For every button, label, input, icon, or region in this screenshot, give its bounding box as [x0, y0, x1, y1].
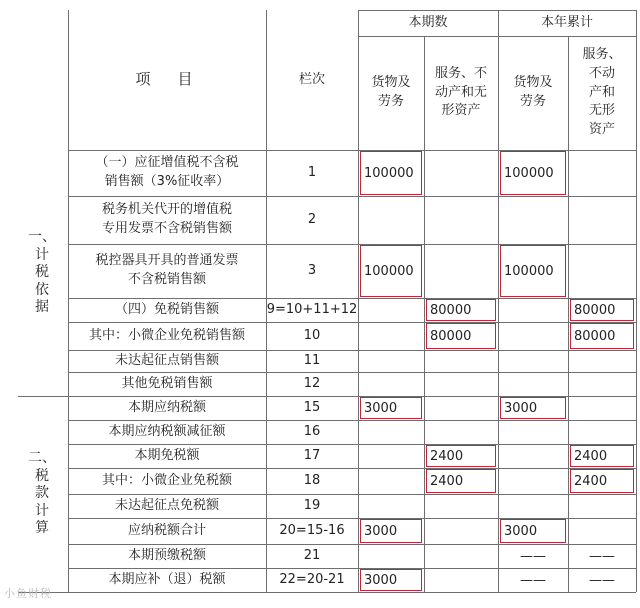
header-services-ytd: 服务、 不动 产和 无形 资产 [582, 46, 622, 138]
header-year-to-date: 本年累计 [540, 14, 593, 30]
row-item-label: （一）应征增值税不含税 销售额（3%征收率） [95, 155, 239, 189]
row-line-no: 11 [303, 352, 321, 368]
services-ytd-value [568, 396, 636, 420]
row-line-no: 19 [303, 497, 321, 513]
goods-ytd-value: 100000 [504, 263, 554, 279]
highlight-box [360, 569, 422, 591]
goods-current-value [358, 468, 424, 494]
highlight-box [570, 469, 634, 493]
highlight-box [426, 323, 496, 349]
row-line-no: 22=20-21 [279, 571, 345, 587]
header-goods-ytd: 货物及 劳务 [513, 75, 553, 109]
services-ytd-value [568, 350, 636, 372]
section-label-calc: 二、 税 款 计 算 [28, 450, 56, 537]
header-services-current: 服务、不 动产和无 形资产 [434, 65, 487, 119]
grid-line [568, 36, 569, 592]
grid-line [68, 244, 636, 245]
goods-current-value [358, 494, 424, 518]
highlight-box [360, 151, 422, 195]
highlight-box [426, 299, 496, 321]
goods-ytd-value: —— [520, 572, 546, 588]
grid-line [636, 10, 637, 592]
highlight-box [570, 445, 634, 467]
row-line-no: 3 [307, 262, 317, 278]
row-item-label: 税控器具开具的普通发票 不含税销售额 [95, 253, 239, 287]
grid-line [358, 10, 359, 592]
goods-ytd-value [498, 494, 568, 518]
highlight-box [360, 519, 422, 543]
grid-line [358, 10, 636, 11]
grid-line [68, 544, 636, 545]
row-item-label: 本期应补（退）税额 [108, 571, 226, 587]
goods-ytd-value [498, 196, 568, 244]
highlight-box [570, 323, 634, 349]
goods-ytd-value [498, 372, 568, 396]
goods-current-value [358, 322, 424, 350]
goods-ytd-value [498, 420, 568, 444]
services-ytd-value: 2400 [574, 448, 608, 464]
grid-line [68, 468, 636, 469]
watermark: 小鱼财税 [4, 587, 52, 600]
grid-line [68, 298, 636, 299]
row-line-no: 21 [303, 547, 321, 563]
grid-line [68, 494, 636, 495]
highlight-box [570, 299, 634, 321]
highlight-box [500, 397, 566, 419]
grid-line [68, 196, 636, 197]
row-line-no: 20=15-16 [279, 522, 345, 538]
goods-ytd-value [498, 468, 568, 494]
grid-line [68, 568, 636, 569]
goods-ytd-value [498, 444, 568, 468]
row-line-no: 15 [303, 399, 321, 415]
grid-line [68, 350, 636, 351]
goods-current-value [358, 372, 424, 396]
services-current-value: 2400 [430, 473, 464, 489]
highlight-box [500, 245, 566, 297]
goods-ytd-value: 3000 [504, 400, 538, 416]
services-ytd-value: —— [589, 548, 615, 564]
row-item-label: 本期应纳税额 [127, 399, 206, 415]
row-item-label: 未达起征点免税额 [114, 497, 219, 513]
services-current-value [424, 544, 498, 568]
goods-ytd-value [498, 298, 568, 322]
services-ytd-value: 2400 [574, 473, 608, 489]
header-goods-current: 货物及 劳务 [371, 75, 411, 109]
header-current-period: 本期数 [408, 14, 448, 30]
goods-current-value: 3000 [364, 400, 398, 416]
row-item-label: 本期应纳税额减征额 [108, 423, 226, 439]
row-item-label: 其中：小微企业免税额 [101, 472, 232, 488]
services-current-value [424, 420, 498, 444]
services-ytd-value [568, 494, 636, 518]
highlight-box [360, 397, 422, 419]
services-current-value [424, 396, 498, 420]
row-line-no: 9=10+11+12 [266, 301, 358, 317]
services-ytd-value [568, 518, 636, 544]
grid-line [498, 10, 499, 592]
grid-line [18, 592, 636, 593]
highlight-box [500, 519, 566, 543]
row-line-no: 1 [307, 164, 317, 180]
grid-line [68, 150, 636, 151]
goods-current-value: 3000 [364, 572, 398, 588]
row-item-label: 应纳税额合计 [127, 522, 206, 538]
header-line-no: 栏次 [298, 71, 325, 87]
services-ytd-value: 80000 [574, 328, 616, 344]
row-line-no: 16 [303, 423, 321, 439]
grid-line [68, 518, 636, 519]
highlight-box [426, 445, 496, 467]
header-item: 项 目 [135, 70, 199, 89]
services-ytd-value [568, 196, 636, 244]
row-line-no: 10 [303, 327, 321, 343]
goods-ytd-value: —— [520, 548, 546, 564]
grid-line [68, 444, 636, 445]
goods-current-value: 100000 [364, 263, 414, 279]
grid-line [68, 372, 636, 373]
goods-current-value: 3000 [364, 523, 398, 539]
row-line-no: 12 [303, 375, 321, 391]
grid-line [266, 10, 267, 592]
goods-current-value [358, 350, 424, 372]
services-current-value [424, 372, 498, 396]
goods-current-value [358, 298, 424, 322]
services-ytd-value [568, 420, 636, 444]
services-current-value [424, 150, 498, 196]
grid-line [18, 396, 636, 397]
services-current-value [424, 196, 498, 244]
highlight-box [426, 469, 496, 493]
section-label-basis: 一、 计 税 依 据 [28, 229, 56, 316]
services-current-value: 80000 [430, 328, 472, 344]
services-current-value [424, 494, 498, 518]
row-line-no: 18 [303, 472, 321, 488]
goods-current-value [358, 544, 424, 568]
services-ytd-value [568, 244, 636, 298]
services-current-value [424, 568, 498, 592]
grid-line [358, 36, 636, 37]
row-line-no: 2 [307, 211, 317, 227]
goods-ytd-value: 3000 [504, 523, 538, 539]
goods-ytd-value: 100000 [504, 165, 554, 181]
services-ytd-value [568, 150, 636, 196]
services-current-value: 2400 [430, 448, 464, 464]
goods-ytd-value [498, 322, 568, 350]
highlight-box [500, 151, 566, 195]
grid-line [68, 420, 636, 421]
services-current-value [424, 518, 498, 544]
row-line-no: 17 [303, 447, 321, 463]
goods-current-value [358, 420, 424, 444]
grid-line [68, 322, 636, 323]
goods-current-value [358, 196, 424, 244]
services-ytd-value [568, 372, 636, 396]
row-item-label: （四）免税销售额 [114, 301, 219, 317]
goods-current-value [358, 444, 424, 468]
services-current-value [424, 244, 498, 298]
row-item-label: 本期免税额 [134, 447, 200, 463]
highlight-box [360, 245, 422, 297]
services-current-value: 80000 [430, 302, 472, 318]
row-item-label: 税务机关代开的增值税 专用发票不含税销售额 [101, 202, 232, 236]
row-item-label: 本期预缴税额 [127, 547, 206, 563]
row-item-label: 其他免税销售额 [121, 375, 213, 391]
grid-line [424, 36, 425, 592]
goods-ytd-value [498, 350, 568, 372]
services-ytd-value: 80000 [574, 302, 616, 318]
row-item-label: 未达起征点销售额 [114, 352, 219, 368]
services-ytd-value: —— [589, 572, 615, 588]
grid-line [68, 10, 69, 592]
row-item-label: 其中：小微企业免税销售额 [88, 327, 245, 343]
services-current-value [424, 350, 498, 372]
goods-current-value: 100000 [364, 165, 414, 181]
